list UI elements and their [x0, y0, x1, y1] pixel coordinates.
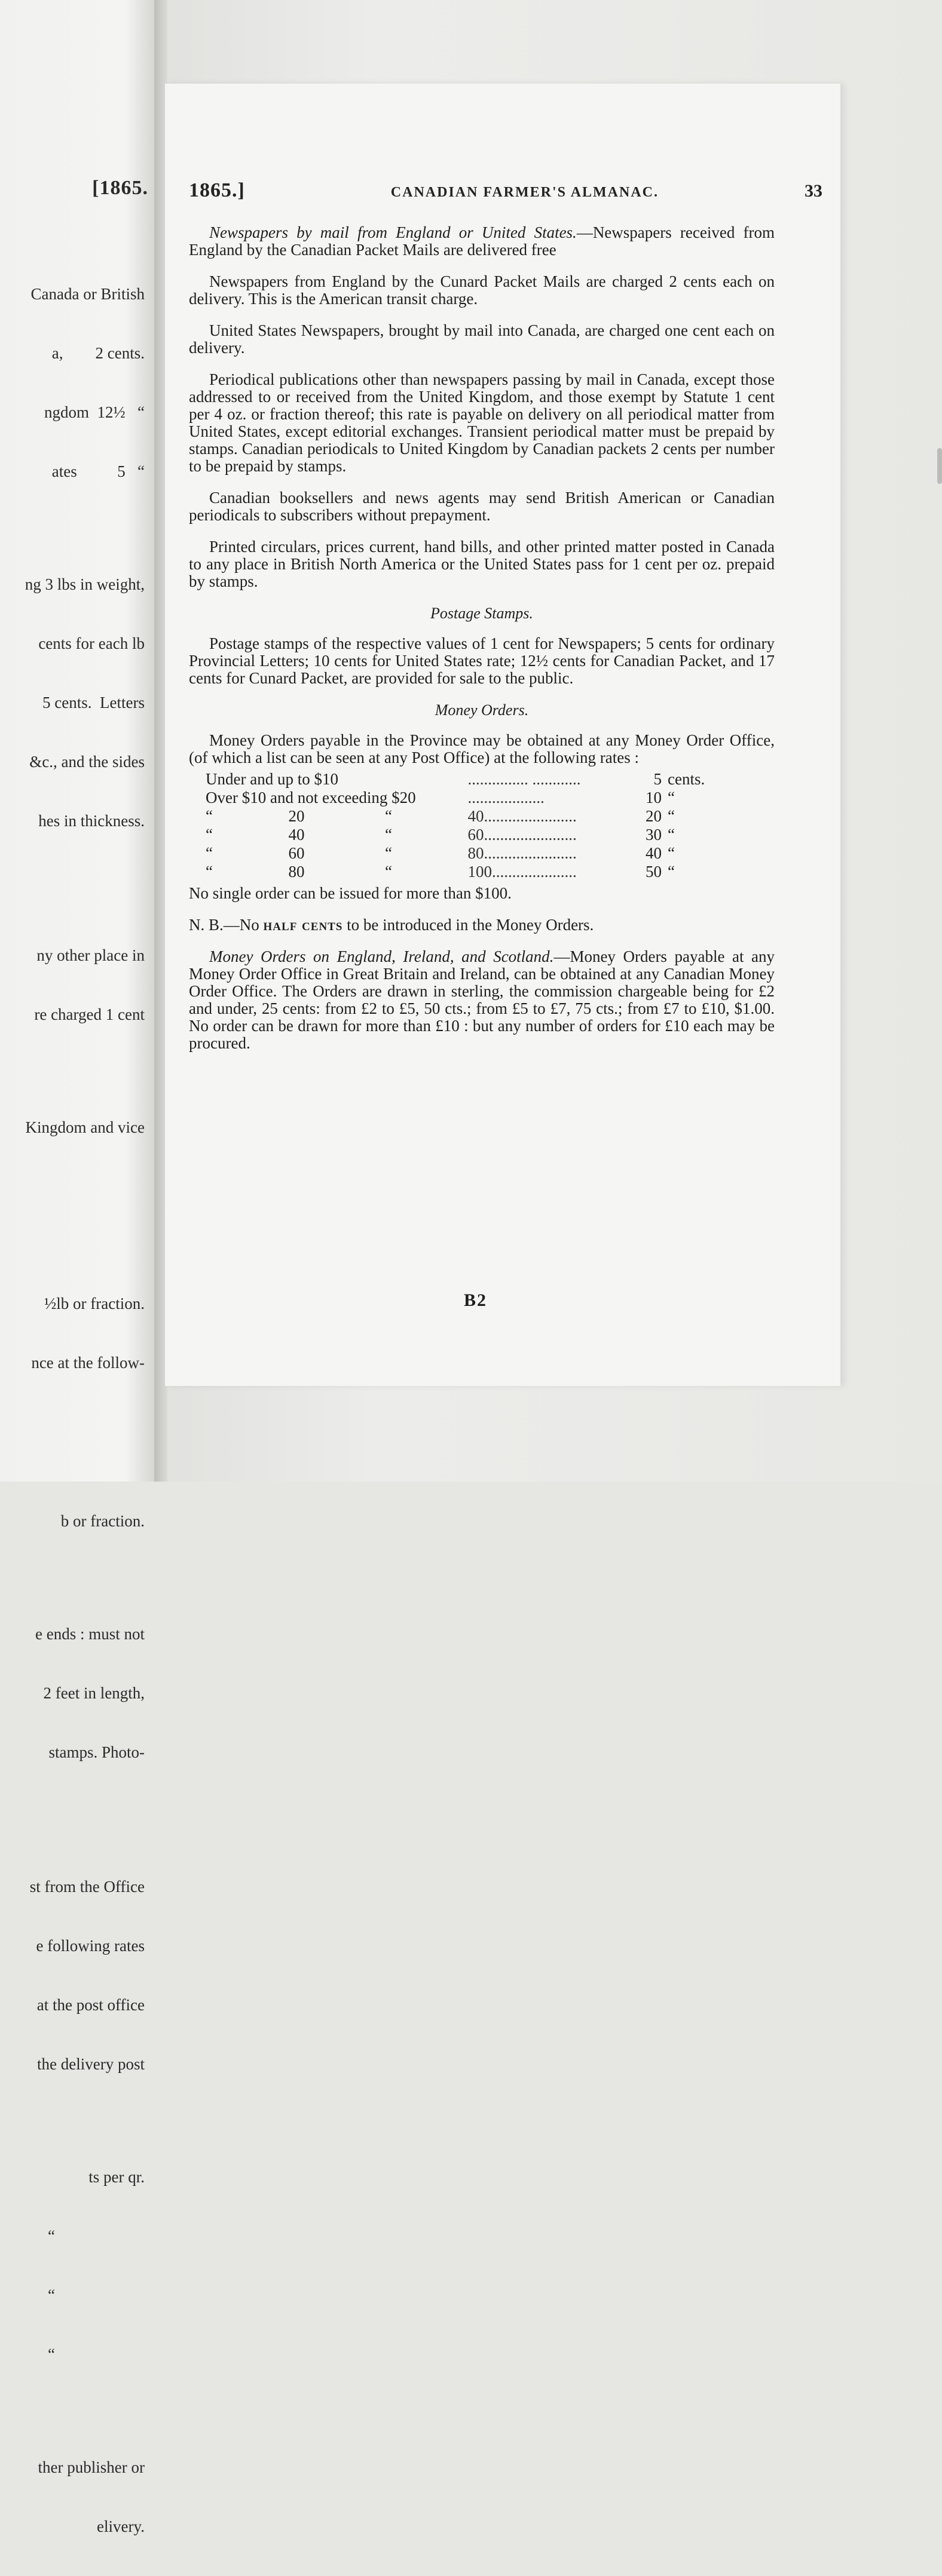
- left-line: ½lb or fraction.: [44, 1295, 145, 1312]
- rate-from: 80: [288, 863, 305, 881]
- money-order-rates-table: [206, 770, 744, 881]
- rate-to: 60.......................: [467, 826, 577, 844]
- rate-from: 20: [288, 807, 305, 825]
- table-row: [206, 844, 744, 863]
- rate-amount: 40: [646, 844, 662, 862]
- left-line: elivery.: [97, 2517, 145, 2535]
- paragraph-booksellers: Canadian booksellers and news agents may send British American or Canadian periodicals to subscribers without prepayment.: [189, 489, 775, 524]
- rate-amount: 5: [653, 770, 662, 788]
- rate-unit: “: [668, 807, 675, 825]
- rate-unit: “: [668, 863, 675, 881]
- nb-text: to be introduced in the Money Orders.: [347, 916, 594, 934]
- rate-unit: “: [668, 826, 675, 844]
- paragraph-lead-italic: Money Orders on England, Ireland, and Scotland.: [209, 947, 554, 965]
- rate-unit: cents.: [668, 770, 705, 788]
- paragraph-text: —Money Orders payable at any Money Order Office in Great Britain and Ireland, can be obtained at any Canadian Money Order Office. The Orders are drawn in sterling, the commission chargeable being for £2 and under, 25 cents: from £2 to £5, 50 cts.; from £5 to £7, 75 cts.; from £7 to £10, $1.00. No order can be drawn for more than £10 : but any number of orders for £10 each may be procured.: [189, 947, 775, 1052]
- left-line: e following rates: [36, 1937, 145, 1955]
- left-line: a, 2 cents.: [51, 344, 145, 362]
- paragraph-lead-italic: Newspapers by mail from England or United States.: [209, 223, 577, 241]
- left-line: b or fraction.: [60, 1512, 145, 1530]
- left-line: &c., and the sides: [29, 753, 145, 771]
- table-row: [206, 863, 744, 881]
- paragraph-postage-stamps: Postage stamps of the respective values of 1 cent for Newspapers; 5 cents for ordinary Provincial Letters; 10 cents for United States rate; 12½ cents for Canadian Packet, and 17 cents for Cunard Packet, are provided for sale to the public.: [189, 634, 775, 687]
- table-row: [206, 789, 744, 807]
- section-heading-money-orders: Money Orders.: [435, 701, 529, 719]
- header-year: 1865.]: [189, 179, 245, 201]
- rate-from: 60: [288, 844, 305, 862]
- rate-amount: 50: [646, 863, 662, 881]
- nb-emphasis: half cents: [263, 916, 343, 934]
- rate-unit: “: [668, 844, 675, 862]
- paragraph-periodicals: Periodical publications other than newspapers passing by mail in Canada, except those addressed to or received from the United Kingdom, and those exempt by Statute 1 cent per 4 oz. or fraction thereof; this rate is payable on delivery on all periodical matter from United States, except editorial exchanges. Transient periodical matter must be prepaid by stamps. Canadian periodicals to United Kingdom by Canadian packets 2 cents per number to be prepaid by stamps.: [189, 370, 775, 475]
- nb-prefix: N. B.—No: [189, 916, 259, 934]
- left-line: nce at the follow-: [31, 1354, 145, 1372]
- rate-leader: ............... ............: [467, 770, 581, 788]
- rate-ditto: “: [206, 863, 213, 881]
- rate-to: 40.......................: [467, 807, 577, 825]
- paragraph-single-order-limit: No single order can be issued for more than $100.: [189, 884, 512, 902]
- scan-artifact: [937, 448, 942, 484]
- left-line: st from the Office: [29, 1878, 145, 1896]
- rate-to: 100.....................: [467, 863, 577, 881]
- paragraph-cunard: Newspapers from England by the Cunard Packet Mails are charged 2 cents each on delivery. This is the American transit charge.: [189, 272, 775, 308]
- rate-to: 80.......................: [467, 844, 577, 862]
- rate-range: Under and up to $10: [206, 770, 338, 788]
- left-line: ts per qr.: [88, 2168, 145, 2186]
- left-page-header: [1865.: [92, 177, 148, 199]
- left-line: “: [48, 2286, 55, 2304]
- rate-ditto: “: [206, 826, 213, 844]
- left-line: Canada or British: [30, 285, 145, 303]
- left-line: ng 3 lbs in weight,: [25, 575, 145, 593]
- table-row: [206, 807, 744, 826]
- rate-amount: 30: [646, 826, 662, 844]
- paragraph-nota-bene: [189, 916, 775, 934]
- rate-ditto: “: [206, 844, 213, 862]
- left-line: cents for each lb: [38, 634, 145, 652]
- almanac-page: [165, 84, 840, 1386]
- left-line: e ends : must not: [35, 1625, 145, 1643]
- table-row: [206, 770, 744, 789]
- left-line: re charged 1 cent: [34, 1005, 145, 1023]
- left-line: “: [48, 2227, 55, 2245]
- left-line: ther publisher or: [38, 2458, 145, 2476]
- paragraph-text: —Newspapers received from England by the Canadian Packet Mails are delivered free: [189, 223, 775, 259]
- left-page-text: [0, 245, 145, 2576]
- left-line: “: [48, 2345, 55, 2363]
- running-head: [189, 179, 822, 209]
- rate-amount: 10: [646, 789, 662, 806]
- left-page-fragment: [0, 0, 157, 2535]
- page-title: CANADIAN FARMER'S ALMANAC.: [390, 185, 659, 200]
- rate-ditto: “: [384, 807, 392, 825]
- paragraph-printed-circulars: Printed circulars, prices current, hand bills, and other printed matter posted in Canada to any place in British North America or the United States pass for 1 cent per oz. prepaid by stamps.: [189, 538, 775, 590]
- page-number: 33: [804, 181, 822, 201]
- left-line: ngdom 12½ “: [44, 403, 145, 421]
- rate-ditto: “: [384, 863, 392, 881]
- table-row: [206, 826, 744, 844]
- rate-from: 40: [288, 826, 305, 844]
- left-line: the delivery post: [37, 2055, 145, 2073]
- left-line: 2 feet in length,: [43, 1684, 145, 1702]
- signature-mark: B2: [464, 1290, 488, 1310]
- paragraph-us-newspapers: United States Newspapers, brought by mail into Canada, are charged one cent each on delivery.: [189, 321, 775, 357]
- rate-leader: ...................: [467, 789, 545, 806]
- paragraph-money-orders: Money Orders payable in the Province may be obtained at any Money Order Office, (of which a list can be seen at any Post Office) at the following rates :: [189, 731, 775, 766]
- left-line: hes in thickness.: [38, 812, 145, 830]
- rate-ditto: “: [206, 807, 213, 825]
- left-line: 5 cents. Letters: [42, 694, 145, 712]
- paragraph-newspapers-england: [189, 224, 775, 259]
- left-line: stamps. Photo-: [48, 1743, 145, 1761]
- rate-ditto: “: [384, 844, 392, 862]
- paragraph-money-orders-england: [189, 948, 775, 1052]
- left-line: ates 5 “: [51, 462, 145, 480]
- rate-unit: “: [668, 789, 675, 806]
- page-body: [189, 224, 775, 1066]
- rate-range: Over $10 and not exceeding $20: [206, 789, 416, 806]
- left-line: at the post office: [36, 1996, 145, 2014]
- rate-ditto: “: [384, 826, 392, 844]
- left-line: ny other place in: [36, 946, 145, 964]
- rate-amount: 20: [646, 807, 662, 825]
- section-heading-postage-stamps: Postage Stamps.: [430, 605, 533, 622]
- left-line: Kingdom and vice: [25, 1118, 145, 1136]
